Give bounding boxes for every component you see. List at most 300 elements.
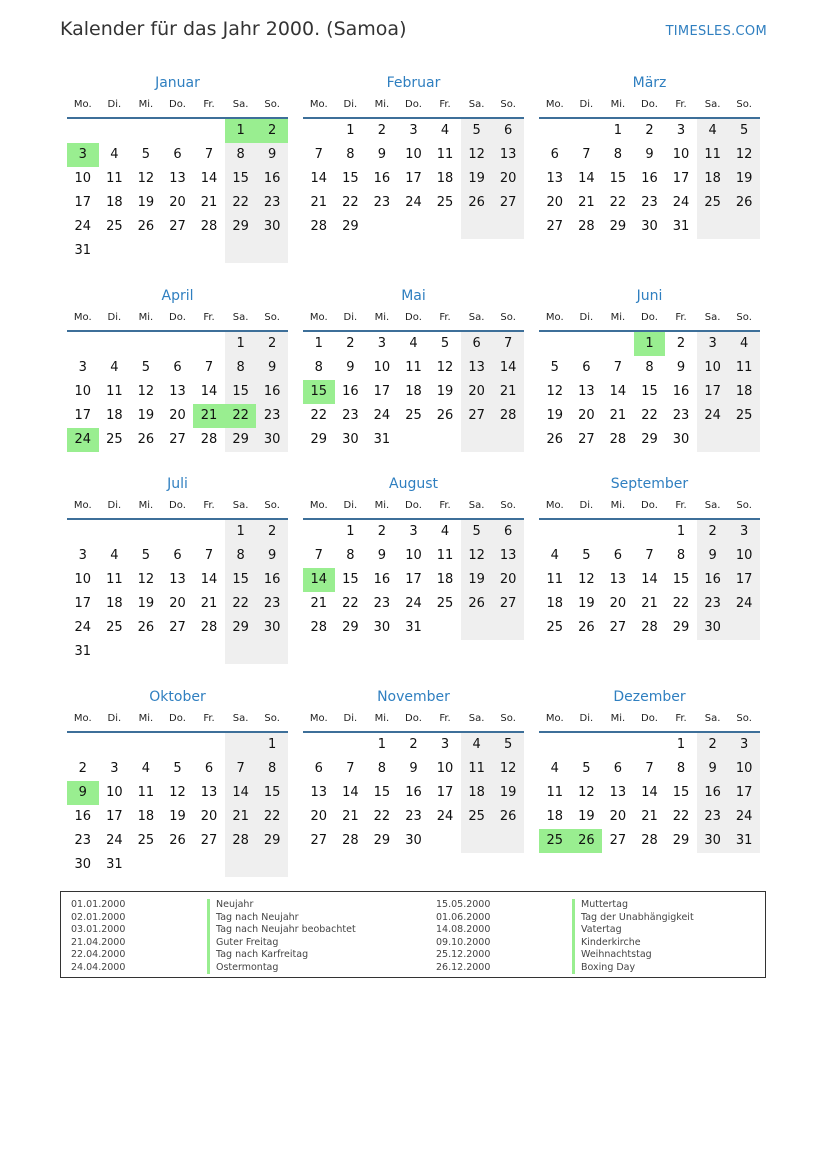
day-cell: 23 [373, 596, 391, 611]
day-cell: 21 [578, 195, 595, 210]
weekday-label: Mo. [545, 99, 564, 110]
day-cell: 30 [697, 616, 729, 640]
week-row [303, 428, 524, 452]
week-row [303, 404, 524, 428]
holiday-date: 02.01.2000 [71, 911, 126, 923]
day-empty [256, 640, 288, 664]
day-cell: 4 [440, 123, 450, 138]
day-cell: 5 [582, 548, 591, 563]
weekday-label: Do. [405, 99, 422, 110]
month-days [303, 119, 524, 239]
day-cell: 15 [225, 380, 257, 404]
day-cell: 7 [645, 548, 654, 563]
day-cell: 26 [137, 219, 155, 234]
day-cell: 7 [346, 761, 355, 776]
site-link[interactable]: TIMESLES.COM [665, 24, 767, 39]
holiday-date: 24.04.2000 [71, 961, 126, 973]
day-cell: 25 [436, 596, 454, 611]
weekday-label: Mo. [545, 500, 564, 511]
day-cell: 9 [346, 360, 355, 375]
day-empty [366, 215, 398, 239]
day-empty [162, 520, 194, 544]
day-cell: 12 [546, 384, 564, 399]
day-cell: 23 [373, 195, 391, 210]
day-cell: 12 [137, 572, 155, 587]
weekday-label: Di. [579, 713, 594, 724]
day-cell: 7 [314, 147, 323, 162]
weekday-label: So. [264, 99, 280, 110]
day-cell: 18 [106, 195, 123, 210]
day-cell: 25 [697, 191, 729, 215]
day-cell: 9 [697, 544, 729, 568]
holiday-date: 09.10.2000 [436, 936, 491, 948]
day-empty [461, 215, 493, 239]
day-cell: 5 [728, 119, 760, 143]
day-cell: 23 [641, 195, 658, 210]
weekday-label: Mi. [374, 713, 390, 724]
day-empty [67, 332, 99, 356]
day-cell: 12 [461, 544, 493, 568]
day-cell: 20 [492, 167, 524, 191]
day-cell: 10 [74, 384, 92, 399]
day-cell: 21 [492, 380, 524, 404]
day-cell: 20 [461, 380, 493, 404]
day-empty [225, 853, 257, 877]
weekday-label: Fr. [203, 312, 215, 323]
weekday-label: Sa. [232, 312, 249, 323]
month-name: Januar [155, 75, 200, 91]
day-empty [99, 239, 131, 263]
day-cell: 30 [405, 833, 422, 848]
day-cell: 2 [409, 737, 418, 752]
weekday-header [539, 306, 760, 332]
day-cell: 8 [314, 360, 323, 375]
day-cell: 19 [461, 568, 493, 592]
week-row [303, 119, 524, 143]
day-cell: 29 [310, 432, 328, 447]
day-cell: 30 [74, 857, 92, 872]
day-empty [67, 733, 99, 757]
week-row [67, 733, 288, 757]
day-cell: 17 [405, 171, 422, 186]
weekday-label: Mo. [309, 500, 328, 511]
month-märz [539, 73, 760, 239]
day-cell: 20 [492, 568, 524, 592]
holiday-list [60, 891, 766, 978]
day-cell: 16 [405, 785, 422, 800]
day-cell: 16 [256, 380, 288, 404]
day-cell: 14 [200, 572, 218, 587]
week-row [539, 829, 760, 853]
month-name: März [632, 75, 667, 91]
weekday-label: Mi. [610, 713, 626, 724]
weekday-label: Sa. [468, 500, 485, 511]
day-cell: 14 [225, 781, 257, 805]
weekday-label: Sa. [468, 713, 485, 724]
day-cell: 9 [377, 548, 387, 563]
day-cell: 30 [641, 219, 658, 234]
day-cell: 5 [461, 119, 493, 143]
holiday-row [436, 899, 694, 912]
holiday-row [71, 912, 356, 925]
weekday-label: Fr. [203, 500, 215, 511]
month-name: Dezember [613, 689, 686, 705]
weekday-label: Di. [579, 99, 594, 110]
holiday-date: 26.12.2000 [436, 961, 491, 973]
day-empty [99, 119, 131, 143]
day-cell: 27 [578, 432, 595, 447]
day-cell: 10 [405, 548, 422, 563]
weekday-label: Di. [343, 99, 358, 110]
day-cell: 24 [405, 195, 422, 210]
day-cell: 23 [74, 833, 92, 848]
day-cell: 20 [169, 195, 186, 210]
week-row [303, 781, 524, 805]
day-empty [130, 520, 162, 544]
weekday-label: Mo. [309, 312, 328, 323]
day-cell: 6 [550, 147, 559, 162]
day-cell: 18 [106, 596, 123, 611]
day-cell: 29 [225, 428, 257, 452]
holiday-name: Vatertag [572, 924, 622, 937]
weekday-label: So. [264, 312, 280, 323]
day-cell: 5 [582, 761, 591, 776]
day-cell: 6 [582, 360, 591, 375]
day-empty [539, 733, 571, 757]
holiday-date: 03.01.2000 [71, 924, 126, 935]
day-empty [193, 119, 225, 143]
holiday-name: Tag nach Neujahr [207, 912, 299, 925]
day-cell: 9 [377, 147, 387, 162]
day-cell: 11 [728, 356, 760, 380]
day-cell: 16 [256, 568, 288, 592]
day-cell: 13 [169, 171, 186, 186]
day-empty [602, 332, 634, 356]
day-cell: 26 [461, 191, 493, 215]
month-days [539, 733, 760, 853]
day-cell: 29 [609, 219, 627, 234]
day-cell: 28 [200, 432, 218, 447]
day-cell: 21 [641, 596, 658, 611]
weekday-label: Do. [169, 500, 186, 511]
day-cell: 14 [641, 572, 658, 587]
weekday-label: Mo. [73, 99, 92, 110]
day-cell: 23 [697, 805, 729, 829]
weekday-label: Fr. [675, 312, 687, 323]
weekday-header [67, 93, 288, 119]
day-cell: 15 [342, 171, 359, 186]
day-cell: 9 [256, 544, 288, 568]
day-empty [67, 119, 99, 143]
week-row [303, 380, 524, 404]
day-cell: 4 [110, 360, 119, 375]
day-empty [193, 853, 225, 877]
day-cell: 15 [342, 572, 359, 587]
day-cell: 12 [169, 785, 186, 800]
weekday-header [539, 707, 760, 733]
month-days [303, 332, 524, 452]
weekday-label: Fr. [203, 713, 215, 724]
day-empty [130, 119, 162, 143]
day-empty [99, 640, 131, 664]
day-cell: 26 [436, 408, 454, 423]
weekday-label: Mo. [545, 713, 564, 724]
day-cell: 24 [697, 404, 729, 428]
day-cell: 24 [405, 596, 422, 611]
week-row [539, 191, 760, 215]
weekday-header [67, 306, 288, 332]
weekday-label: So. [736, 312, 752, 323]
day-cell: 16 [373, 171, 391, 186]
day-cell: 22 [225, 592, 257, 616]
day-cell: 27 [169, 219, 186, 234]
day-cell: 13 [169, 384, 186, 399]
day-cell: 3 [728, 733, 760, 757]
day-cell: 1 [256, 733, 288, 757]
day-cell: 21 [609, 408, 627, 423]
day-cell: 11 [405, 360, 422, 375]
day-cell: 17 [106, 809, 123, 824]
day-empty [571, 520, 603, 544]
weekday-label: Do. [405, 500, 422, 511]
month-name: Februar [386, 75, 441, 91]
month-dezember [539, 687, 760, 853]
month-name: November [377, 689, 450, 705]
day-cell: 25 [137, 833, 155, 848]
day-cell: 14 [200, 384, 218, 399]
day-cell: 3 [377, 336, 387, 351]
day-cell: 30 [672, 432, 690, 447]
day-cell: 16 [697, 781, 729, 805]
weekday-label: Mo. [309, 713, 328, 724]
day-cell: 7 [225, 757, 257, 781]
week-row [67, 568, 288, 592]
week-row [539, 428, 760, 452]
day-cell: 24 [373, 408, 391, 423]
day-cell: 19 [492, 781, 524, 805]
day-cell: 21 [200, 195, 218, 210]
day-cell: 30 [256, 616, 288, 640]
day-cell: 17 [405, 572, 422, 587]
day-cell: 5 [173, 761, 182, 776]
day-cell: 22 [672, 596, 690, 611]
day-empty [492, 428, 524, 452]
day-cell: 8 [676, 548, 686, 563]
day-cell: 19 [436, 384, 454, 399]
day-cell: 19 [728, 167, 760, 191]
day-cell: 1 [634, 332, 666, 356]
holiday-date: 21.04.2000 [71, 936, 126, 948]
day-cell: 31 [74, 243, 92, 258]
day-empty [461, 428, 493, 452]
weekday-label: Mo. [73, 500, 92, 511]
day-cell: 16 [256, 167, 288, 191]
day-cell: 26 [546, 432, 564, 447]
day-cell: 3 [440, 737, 450, 752]
day-cell: 11 [137, 785, 155, 800]
week-row [303, 805, 524, 829]
day-cell: 4 [550, 761, 559, 776]
day-cell: 1 [225, 119, 257, 143]
day-empty [193, 733, 225, 757]
day-cell: 11 [436, 147, 454, 162]
day-cell: 5 [141, 548, 151, 563]
day-cell: 30 [697, 829, 729, 853]
week-row [67, 616, 288, 640]
holiday-name: Tag nach Karfreitag [207, 949, 308, 962]
month-name: Mai [401, 288, 426, 304]
week-row [539, 544, 760, 568]
day-cell: 14 [200, 171, 218, 186]
day-cell: 26 [578, 620, 595, 635]
day-cell: 6 [461, 332, 493, 356]
weekday-label: So. [736, 713, 752, 724]
day-cell: 17 [697, 380, 729, 404]
day-cell: 27 [546, 219, 564, 234]
holiday-name: Neujahr [207, 899, 253, 912]
day-cell: 27 [609, 620, 627, 635]
day-cell: 19 [578, 809, 595, 824]
holiday-row [71, 949, 356, 962]
day-cell: 9 [256, 143, 288, 167]
day-empty [429, 616, 461, 640]
day-cell: 15 [225, 568, 257, 592]
weekday-label: Mi. [610, 312, 626, 323]
day-empty [571, 332, 603, 356]
day-cell: 15 [225, 167, 257, 191]
week-row [539, 592, 760, 616]
day-empty [130, 640, 162, 664]
day-cell: 27 [609, 833, 627, 848]
day-cell: 4 [697, 119, 729, 143]
day-cell: 27 [492, 592, 524, 616]
day-cell: 27 [461, 404, 493, 428]
month-days [303, 733, 524, 853]
day-cell: 25 [546, 620, 564, 635]
holiday-date: 01.06.2000 [436, 911, 491, 923]
weekday-label: Mo. [309, 99, 328, 110]
day-cell: 24 [436, 809, 454, 824]
day-empty [539, 332, 571, 356]
day-empty [162, 239, 194, 263]
day-cell: 13 [546, 171, 564, 186]
day-cell: 29 [256, 829, 288, 853]
day-cell: 22 [342, 195, 359, 210]
holiday-row [436, 912, 694, 925]
week-row [67, 640, 288, 664]
day-cell: 5 [461, 520, 493, 544]
month-april [67, 286, 288, 452]
day-cell: 13 [609, 572, 627, 587]
day-cell: 2 [697, 520, 729, 544]
day-cell: 2 [346, 336, 355, 351]
holiday-list-right [436, 899, 694, 974]
day-cell: 28 [310, 219, 328, 234]
month-days [67, 119, 288, 263]
day-cell: 14 [641, 785, 658, 800]
day-cell: 6 [613, 761, 623, 776]
weekday-label: So. [736, 99, 752, 110]
week-row [539, 781, 760, 805]
day-cell: 5 [141, 147, 151, 162]
day-cell: 19 [137, 195, 155, 210]
day-cell: 28 [578, 219, 595, 234]
weekday-label: Do. [641, 713, 658, 724]
holiday-row [436, 937, 694, 950]
weekday-header [303, 93, 524, 119]
day-empty [602, 520, 634, 544]
day-cell: 27 [492, 191, 524, 215]
day-cell: 26 [728, 191, 760, 215]
day-cell: 23 [256, 191, 288, 215]
holiday-name: Weihnachtstag [572, 949, 652, 962]
day-cell: 20 [169, 596, 186, 611]
day-cell: 29 [225, 215, 257, 239]
day-cell: 6 [314, 761, 323, 776]
day-cell: 20 [310, 809, 328, 824]
week-row [303, 829, 524, 853]
weekday-label: Sa. [232, 713, 249, 724]
weekday-label: Di. [579, 500, 594, 511]
day-cell: 17 [74, 195, 92, 210]
day-cell: 18 [546, 596, 564, 611]
day-cell: 8 [225, 544, 257, 568]
day-cell: 17 [373, 384, 391, 399]
day-cell: 15 [609, 171, 627, 186]
day-cell: 3 [409, 123, 418, 138]
day-cell: 18 [546, 809, 564, 824]
month-name: Oktober [149, 689, 206, 705]
day-cell: 20 [578, 408, 595, 423]
month-days [67, 332, 288, 452]
week-row [67, 592, 288, 616]
day-cell: 17 [672, 171, 690, 186]
day-cell: 4 [461, 733, 493, 757]
day-cell: 22 [310, 408, 328, 423]
weekday-label: Mo. [545, 312, 564, 323]
day-cell: 7 [492, 332, 524, 356]
day-cell: 11 [546, 785, 564, 800]
day-cell: 15 [373, 785, 391, 800]
weekday-label: Mi. [610, 500, 626, 511]
weekday-label: So. [264, 500, 280, 511]
day-cell: 9 [676, 360, 686, 375]
month-juli [67, 474, 288, 664]
weekday-label: Mi. [138, 500, 154, 511]
month-name: April [161, 288, 194, 304]
week-row [303, 568, 524, 592]
day-cell: 24 [728, 592, 760, 616]
weekday-label: Sa. [232, 99, 249, 110]
day-cell: 3 [409, 524, 418, 539]
day-cell: 12 [492, 757, 524, 781]
day-cell: 1 [225, 332, 257, 356]
day-cell: 15 [641, 384, 658, 399]
day-cell: 10 [74, 171, 92, 186]
month-februar [303, 73, 524, 239]
week-row [539, 119, 760, 143]
day-cell: 10 [373, 360, 391, 375]
day-cell: 9 [409, 761, 418, 776]
day-cell: 28 [310, 620, 328, 635]
day-empty [256, 853, 288, 877]
day-cell: 1 [346, 123, 355, 138]
day-cell: 4 [110, 147, 119, 162]
day-cell: 19 [578, 596, 595, 611]
day-cell: 18 [436, 171, 454, 186]
day-cell: 5 [440, 336, 450, 351]
day-cell: 25 [106, 432, 123, 447]
